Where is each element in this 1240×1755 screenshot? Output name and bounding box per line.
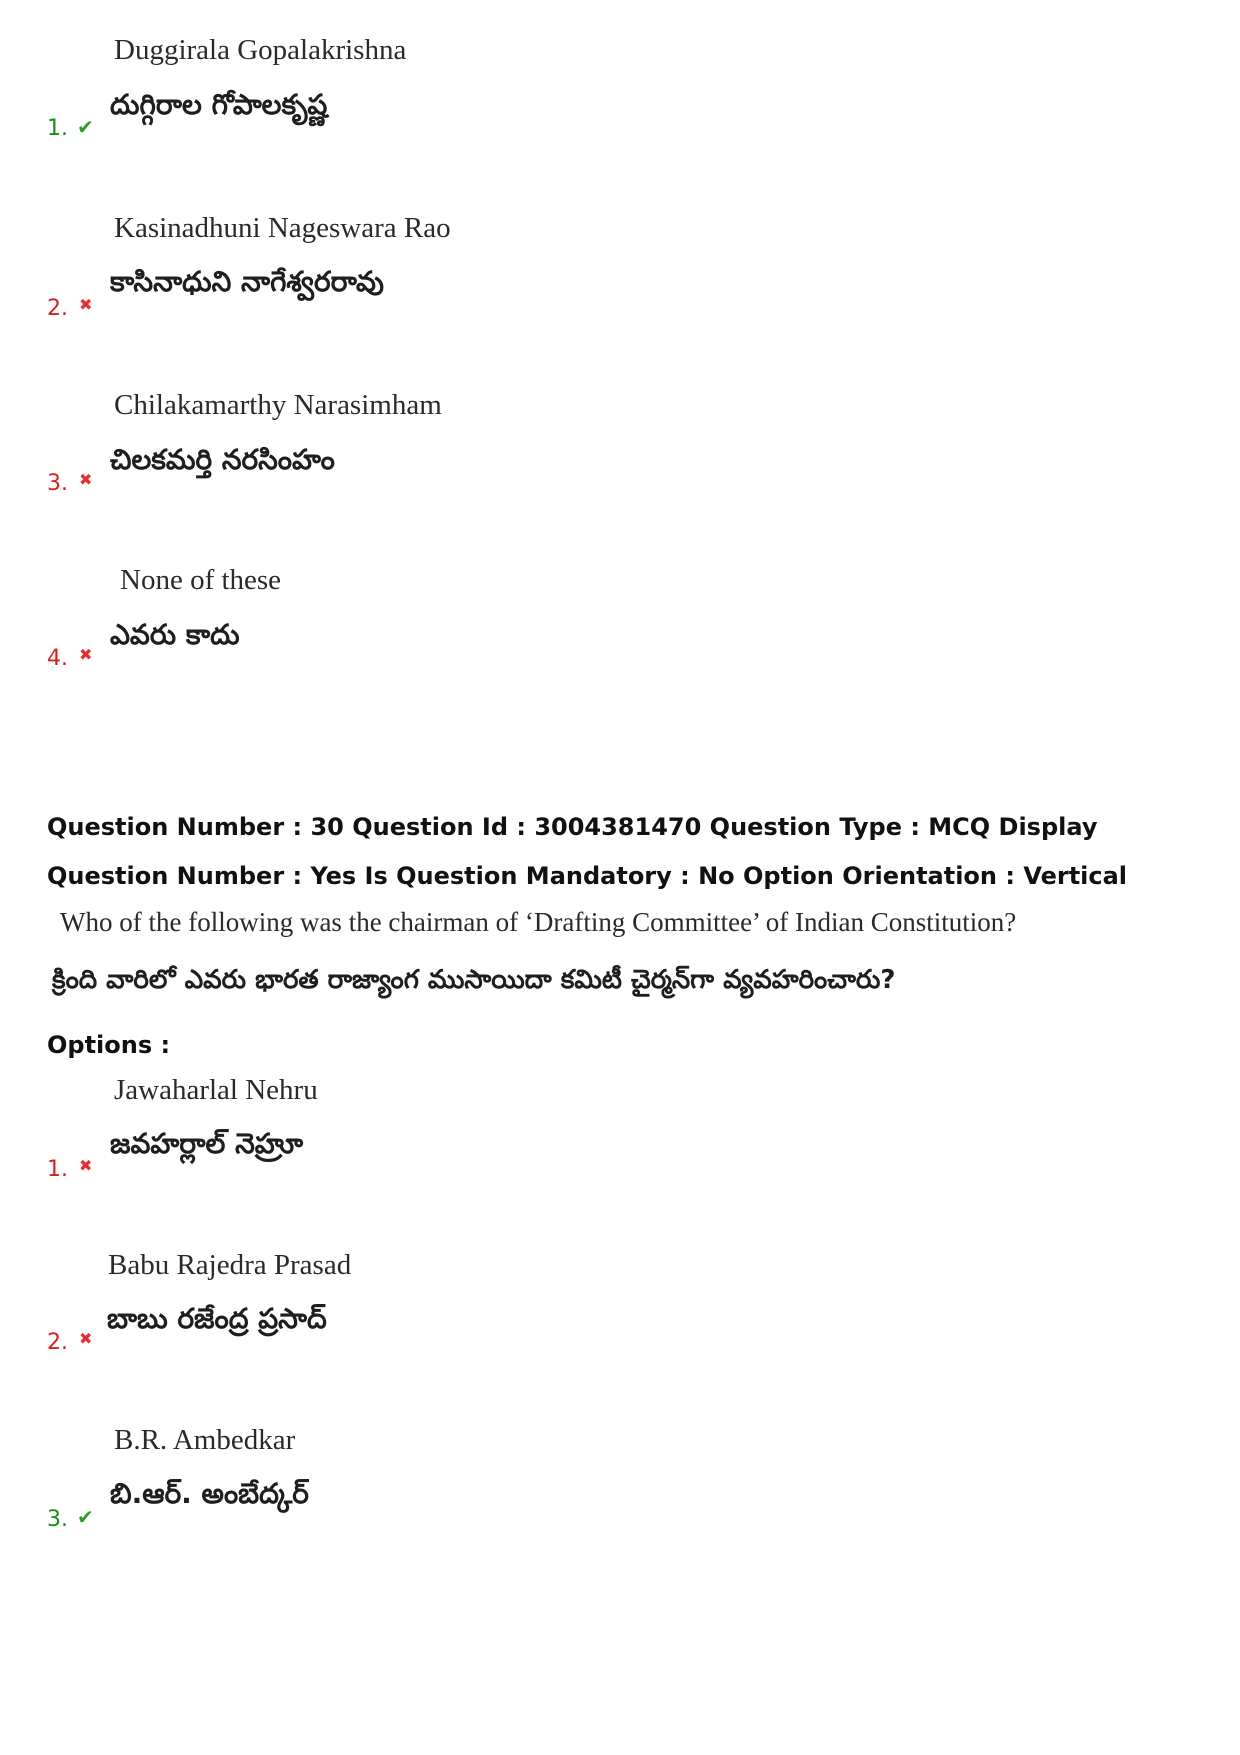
option-text-te: బాబు రజేంద్ర ప్రసాద్ xyxy=(107,1302,327,1335)
cross-icon: ✖ xyxy=(79,1329,93,1348)
option-text-en: Jawaharlal Nehru xyxy=(114,1074,318,1106)
option-number: 3. xyxy=(47,1507,68,1532)
cross-icon: ✖ xyxy=(79,470,93,489)
option-number: 1. xyxy=(47,1157,68,1182)
option-text-te: ఎవరు కాదు xyxy=(110,618,240,651)
check-icon: ✔ xyxy=(77,1505,94,1529)
check-icon: ✔ xyxy=(77,115,94,139)
question-text-te: క్రింది వారిలో ఎవరు భారత రాజ్యాంగ ముసాయిదా కమిటీ చైర్మన్‌గా వ్యవహరించారు? xyxy=(52,965,896,995)
option-number: 3. xyxy=(47,471,68,496)
option-text-en: None of these xyxy=(120,564,282,596)
option-number: 2. xyxy=(47,1330,68,1355)
cross-icon: ✖ xyxy=(79,295,93,314)
option-text-en: Kasinadhuni Nageswara Rao xyxy=(114,212,451,244)
option-text-en: Babu Rajedra Prasad xyxy=(108,1249,352,1281)
option-text-en: B.R. Ambedkar xyxy=(114,1424,296,1456)
option-text-te: చిలకమర్తి నరసింహం xyxy=(110,443,335,476)
option-number: 2. xyxy=(47,296,68,321)
option-text-te: దుగ్గిరాల గోపాలకృష్ణ xyxy=(110,88,328,121)
cross-icon: ✖ xyxy=(79,1156,93,1175)
options-label: Options : xyxy=(47,1031,171,1059)
option-text-en: Duggirala Gopalakrishna xyxy=(114,34,407,66)
question-meta: Question Number : 30 Question Id : 3004381470 Question Type : MCQ Display Question Number : Yes Is Question Mandatory : No Option Orientation : Vertical xyxy=(47,813,1128,890)
option-text-te: కాసినాధుని నాగేశ్వరరావు xyxy=(110,265,384,298)
question-text-en: Who of the following was the chairman of ‘Drafting Committee’ of Indian Constitution? xyxy=(60,907,1017,937)
option-number: 4. xyxy=(47,646,68,671)
option-number: 1. xyxy=(47,116,68,141)
option-text-en: Chilakamarthy Narasimham xyxy=(114,389,442,421)
cross-icon: ✖ xyxy=(79,645,93,664)
option-text-te: జవహర్లాల్ నెహ్రూ xyxy=(110,1127,304,1160)
option-text-te: బి.ఆర్. అంబేద్కర్ xyxy=(110,1477,309,1510)
